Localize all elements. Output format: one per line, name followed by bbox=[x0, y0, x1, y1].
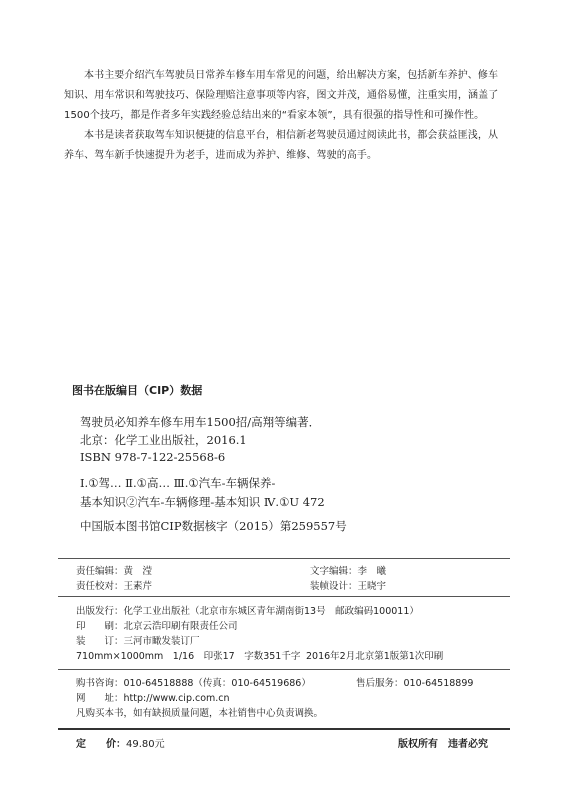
intro-paragraph-1: 本书主要介绍汽车驾驶员日常养车修车用车常见的问题，给出解决方案，包括新车养护、修车知识、用车常识和驾驶技巧、保险理赔注意事项等内容，图文并茂，通俗易懂，注重实用，涵盖了1500个技巧，都是作者多年实践经验总结出来的“看家本领”，具有很强的指导性和可操作性。 bbox=[64, 70, 499, 121]
service-value: 010-64518899 bbox=[403, 678, 474, 689]
text-editor-name: 李 曦 bbox=[357, 566, 387, 577]
publisher-info bbox=[76, 603, 419, 617]
design-label: 装帧设计： bbox=[310, 581, 358, 592]
website-label: 网 址： bbox=[76, 693, 124, 704]
publisher-value: 化学工业出版社（北京市东城区青年湖南街13号 邮政编码100011） bbox=[123, 606, 419, 617]
after-sales-service bbox=[356, 675, 473, 689]
divider bbox=[58, 558, 510, 559]
binder-value: 三河市瞰发装订厂 bbox=[123, 636, 200, 647]
proof-name: 王素芹 bbox=[123, 581, 153, 592]
purchase-hotline bbox=[76, 675, 311, 689]
website-link[interactable]: http://www.cip.com.cn bbox=[123, 693, 230, 704]
divider bbox=[58, 596, 510, 597]
website-info bbox=[76, 690, 230, 704]
proof-label: 责任校对： bbox=[76, 581, 124, 592]
cip-title-line: 驾驶员必知养车修车用车1500招/高翔等编著． bbox=[80, 415, 321, 429]
cip-record-number: 中国版本图书馆CIP数据核字（2015）第259557号 bbox=[80, 519, 347, 533]
book-introduction bbox=[64, 66, 504, 166]
price-value: 49.80元 bbox=[126, 739, 165, 750]
printer-info bbox=[76, 618, 238, 632]
divider bbox=[58, 728, 510, 730]
editor-name: 黄 滢 bbox=[123, 566, 153, 577]
copyright-notice: 版权所有 违者必究 bbox=[398, 739, 488, 750]
text-editor-label: 文字编辑： bbox=[310, 566, 358, 577]
responsible-proofreader bbox=[76, 578, 152, 592]
cip-subject-line-1: Ⅰ.①驾… Ⅱ.①高… Ⅲ.①汽车-车辆保养- bbox=[80, 476, 276, 490]
cip-heading: 图书在版编目（CIP）数据 bbox=[72, 384, 203, 397]
return-notice: 凡购买本书，如有缺损质量问题，本社销售中心负责调换。 bbox=[76, 708, 324, 719]
cip-publisher-line: 北京：化学工业出版社，2016.1 bbox=[80, 433, 247, 447]
publisher-label: 出版发行： bbox=[76, 606, 124, 617]
binder-info bbox=[76, 633, 200, 647]
binder-label: 装 订： bbox=[76, 636, 124, 647]
design-name: 王晓宇 bbox=[357, 581, 387, 592]
hotline-label: 购书咨询： bbox=[76, 678, 124, 689]
cover-designer bbox=[310, 578, 386, 592]
text-editor bbox=[310, 563, 386, 577]
responsible-editor bbox=[76, 563, 152, 577]
format-info: 710mm×1000mm 1/16 印张17 字数351千字 bbox=[76, 651, 301, 662]
editor-label: 责任编辑： bbox=[76, 566, 124, 577]
intro-paragraph-2: 本书是读者获取驾车知识便捷的信息平台，相信新老驾驶员通过阅读此书，都会获益匪浅，从养车、驾车新手快速提升为老手，进而成为养护、维修、驾驶的高手。 bbox=[64, 130, 499, 161]
cip-isbn: ISBN 978-7-122-25568-6 bbox=[80, 450, 226, 464]
hotline-value: 010-64518888（传真：010-64519686） bbox=[123, 678, 311, 689]
price-label: 定 价： bbox=[76, 739, 126, 750]
service-label: 售后服务： bbox=[356, 678, 404, 689]
cip-subject-line-2: 基本知识②汽车-车辆修理-基本知识 Ⅳ.①U 472 bbox=[80, 495, 325, 509]
edition-info: 2016年2月北京第1版第1次印刷 bbox=[306, 651, 444, 662]
divider bbox=[58, 669, 510, 670]
printer-label: 印 刷： bbox=[76, 621, 124, 632]
printer-value: 北京云浩印刷有限责任公司 bbox=[123, 621, 238, 632]
price-info bbox=[76, 735, 165, 750]
